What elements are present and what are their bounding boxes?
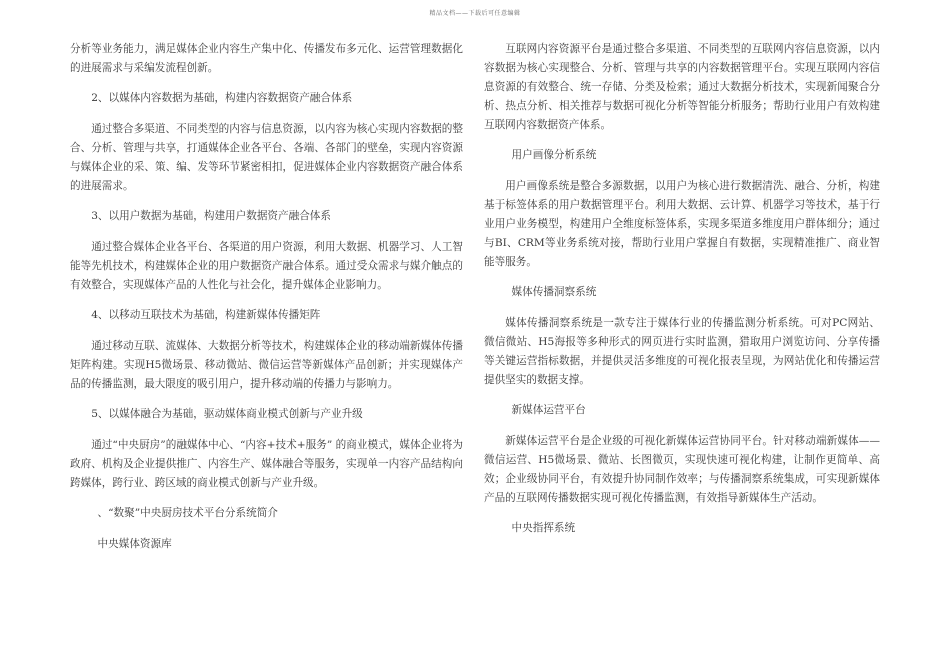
section-heading: 2、以媒体内容数据为基础，构建内容数据资产融合体系 [91,92,353,104]
subsection-heading: 媒体传播洞察系统 [511,286,597,298]
paragraph: 互联网内容资源平台是通过整合多渠道、不同类型的互联网内容信息资源，以内容数据为核心实现整合、分析、管理与共享的内容数据管理平台。实现互联网内容信息资源的有效整合、统一存储、分类及检索；通过大数据分析技术，实现新闻聚合分析、热点分析、相关推荐与数据可视化分析等智能分析服务；帮助行业用户有效构建互联网内容数据资产体系。 [484,43,880,131]
right-column [484,40,880,550]
left-column [70,40,463,566]
subsection-heading: 新媒体运营平台 [511,404,586,416]
section-heading: 5、以媒体融合为基础，驱动媒体商业模式创新与产业升级 [91,408,363,420]
paragraph: 通过整合媒体企业各平台、各渠道的用户资源，利用大数据、机器学习、人工智能等先机技术，构建媒体企业的用户数据资产融合体系。通过受众需求与媒介触点的有效整合，实现媒体产品的人性化与社会化，提升媒体企业影响力。 [70,241,463,291]
subsection-heading: 中央指挥系统 [511,522,576,534]
paragraph: 通过整合多渠道、不同类型的内容与信息资源，以内容为核心实现内容数据的整合、分析、管理与共享，打通媒体企业各平台、各端、各部门的壁垒，实现内容资源与媒体企业的采、策、编、发等环节紧密相扣，促进媒体企业内容数据资产融合体系的进展需求。 [70,123,463,192]
paragraph: 媒体传播洞察系统是一款专注于媒体行业的传播监测分析系统。可对PC网站、微信微站、H5海报等多种形式的网页进行实时监测，猎取用户浏览访问、分享传播等关键运营指标数据，并提供灵活多维度的可视化报表呈现，为网站优化和传播运营提供坚实的数据支撑。 [484,317,880,386]
paragraph: 新媒体运营平台是企业级的可视化新媒体运营协同平台。针对移动端新媒体——微信运营、H5微场景、微站、长图微页，实现快速可视化构建，让制作更简单、高效；企业级协同平台，有效提升协同制作效率；与传播洞察系统集成，可实现新媒体产品的互联网传播数据实现可视化传播监测，有效指导新媒体生产活动。 [484,435,880,504]
section-heading: 、“数聚”中央厨房技术平台分系统简介 [97,507,278,519]
subsection-heading: 中央媒体资源库 [97,538,172,550]
section-heading: 4、以移动互联技术为基础，构建新媒体传播矩阵 [91,309,321,321]
paragraph: 分析等业务能力，满足媒体企业内容生产集中化、传播发布多元化、运营管理数据化的进展需求与采编发流程创新。 [70,43,463,74]
page-header: 精品文档——下载后可任意编辑 [429,10,521,17]
subsection-heading: 用户画像分析系统 [511,149,597,161]
section-heading: 3、以用户数据为基础，构建用户数据资产融合体系 [91,210,331,222]
paragraph: 通过“中央厨房”的融媒体中心、“内容+技术+服务” 的商业模式，媒体企业将为政府、机构及企业提供推广、内容生产、媒体融合等服务，实现单一内容产品结构向跨媒体，跨行业、跨区域的商业模式创新与产业升级。 [70,439,463,489]
paragraph: 通过移动互联、流媒体、大数据分析等技术，构建媒体企业的移动端新媒体传播矩阵构建。实现H5微场景、移动微站、微信运营等新媒体产品创新；并实现媒体产品的传播监测，最大限度的吸引用户，提升移动端的传播力与影响力。 [70,340,463,390]
paragraph: 用户画像系统是整合多源数据，以用户为核心进行数据清洗、融合、分析，构建基于标签体系的用户数据管理平台。利用大数据、云计算、机器学习等技术，基于行业用户业务模型，构建用户全维度标签体系，实现多渠道多维度用户群体细分；通过与BI、CRM等业务系统对接，帮助行业用户掌握自有数据，实现精准推广、商业智能等服务。 [484,180,880,268]
